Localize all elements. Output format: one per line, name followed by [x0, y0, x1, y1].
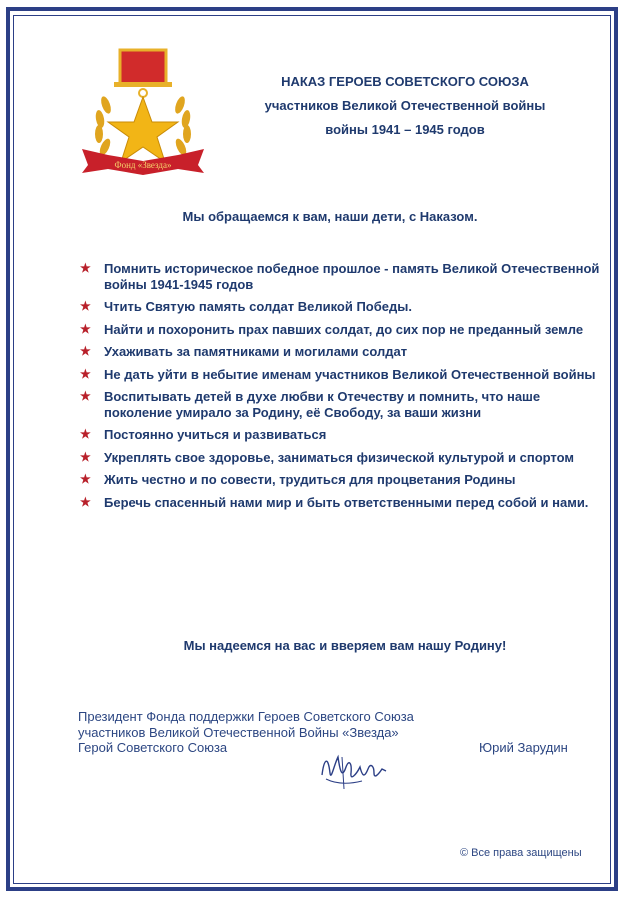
list-item-text: Беречь спасенный нами мир и быть ответственными перед собой и нами. — [104, 494, 589, 510]
star-bullet-icon: ★ — [80, 494, 91, 509]
signatory-line-2: участников Великой Отечественной Войны «Звезда» — [78, 724, 399, 740]
star-bullet-icon: ★ — [80, 321, 91, 336]
list-item-text: Воспитывать детей в духе любви к Отечеству и помнить, что наше поколение умирало за Родину, её Свободу, за ваши жизни — [104, 389, 541, 420]
list-item — [80, 450, 610, 466]
star-bullet-icon: ★ — [80, 261, 91, 275]
star-bullet-icon: ★ — [80, 344, 91, 358]
signatory-name: Юрий Зарудин — [479, 740, 568, 755]
title-line-1: НАКАЗ ГЕРОЕВ СОВЕТСКОГО СОЮЗА — [281, 74, 529, 89]
star-bullet-icon: ★ — [80, 472, 91, 486]
list-item-text: Не дать уйти в небытие именам участников Великой Отечественной войны — [104, 366, 596, 382]
mandate-list — [80, 261, 610, 517]
list-item-text: Жить честно и по совести, трудиться для процветания Родины — [104, 472, 516, 487]
signatory-block — [78, 709, 458, 756]
document-title — [240, 70, 570, 142]
list-item — [80, 322, 610, 338]
copyright-notice: © Все права защищены — [460, 847, 582, 859]
star-bullet-icon: ★ — [80, 299, 91, 313]
list-item — [80, 495, 610, 511]
list-item — [80, 367, 610, 383]
list-item-text: Помнить историческое победное прошлое - память Великой Отечественной войны 1941-1945 годов — [104, 261, 600, 292]
list-item — [80, 389, 610, 420]
star-bullet-icon: ★ — [80, 449, 91, 464]
list-item — [80, 261, 610, 292]
emblem-ribbon-text: Фонд «Звезда» — [114, 160, 172, 170]
list-item — [80, 299, 610, 315]
list-item-text: Найти и похоронить прах павших солдат, до сих пор не преданный земле — [104, 321, 584, 337]
list-item-text: Укреплять свое здоровье, заниматься физической культурой и спортом — [104, 449, 574, 465]
star-bullet-icon: ★ — [80, 366, 91, 381]
signatory-line-3: Герой Советского Союза — [78, 740, 228, 755]
list-item-text: Чтить Святую память солдат Великой Победы. — [104, 299, 412, 314]
closing-statement: Мы надеемся на вас и вверяем вам нашу Родину! — [183, 638, 507, 653]
handwritten-signature — [316, 745, 396, 793]
signatory-line-1: Президент Фонда поддержки Героев Советского Союза — [78, 709, 414, 724]
list-item — [80, 427, 610, 443]
list-item — [80, 344, 610, 360]
star-bullet-icon: ★ — [80, 427, 91, 441]
list-item-text: Постоянно учиться и развиваться — [104, 427, 327, 442]
star-bullet-icon: ★ — [80, 389, 91, 403]
intro-text: Мы обращаемся к вам, наши дети, с Наказом. — [182, 209, 478, 224]
gold-star-medal-icon — [78, 47, 208, 177]
list-item — [80, 472, 610, 488]
title-line-3: войны 1941 – 1945 годов — [325, 122, 485, 137]
title-line-2: участников Великой Отечественной войны — [264, 98, 546, 113]
list-item-text: Ухаживать за памятниками и могилами солдат — [104, 344, 408, 359]
